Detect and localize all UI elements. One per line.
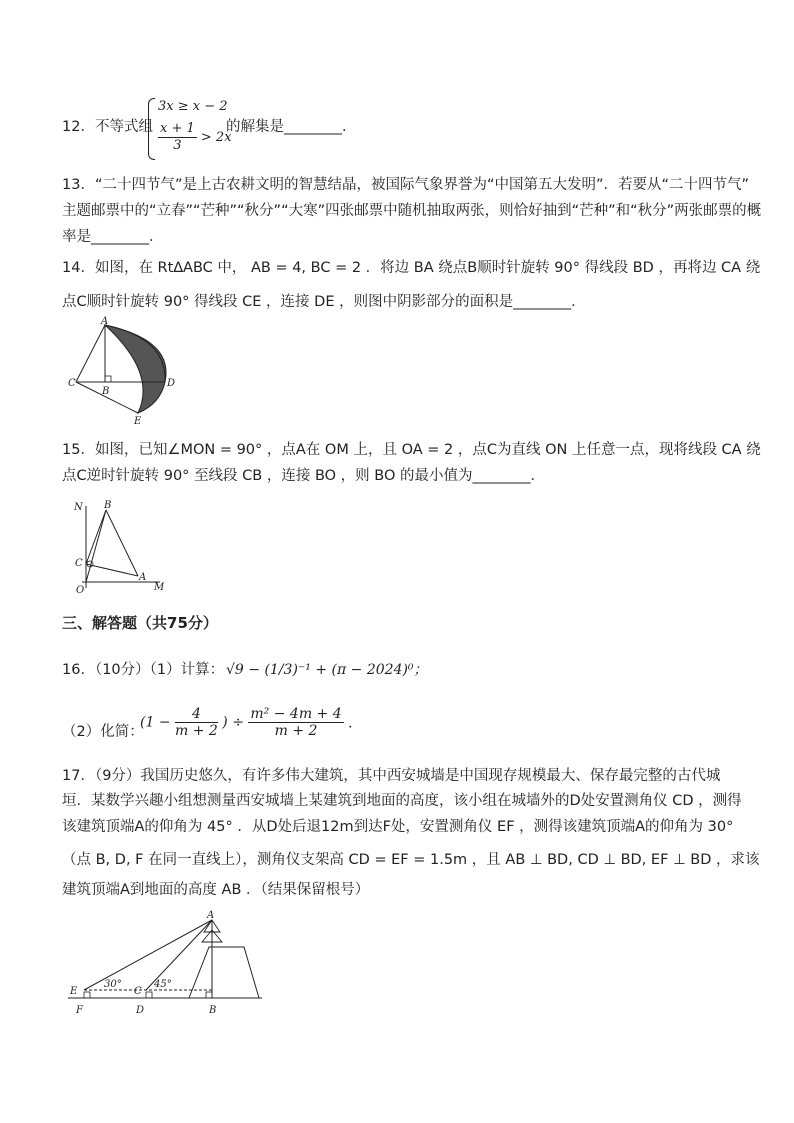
q16-frac1-den: m + 2	[175, 723, 218, 739]
q17-line5: 建筑顶端A到地面的高度 AB ．（结果保留根号）	[62, 882, 370, 898]
q16-frac1-num: 4	[175, 706, 218, 723]
q16-open-paren: (1 −	[140, 714, 171, 731]
q15-figure	[72, 500, 172, 595]
q17-right-angle-f	[84, 992, 90, 998]
q14-label-c: C	[68, 378, 76, 389]
q17-figure	[64, 910, 264, 1020]
q14-label-a: A	[101, 316, 109, 327]
q17-line2: 垣．某数学兴趣小组想测量西安城墙上某建筑到地面的高度，该小组在城墙外的D处安置测角仪 CD ，测得	[62, 793, 742, 809]
q16-frac2-den: m + 2	[274, 723, 318, 739]
q14-line1: 14．如图，在 Rt∆ABC 中， AB = 4, BC = 2 ．将边 BA 绕点B顺时针旋转 90° 得线段 BD ，再将边 CA 绕	[62, 260, 761, 276]
q14-label-b: B	[102, 386, 110, 397]
q15-segment-cb	[86, 510, 106, 564]
q14-label-d: D	[167, 378, 176, 389]
q14-figure	[62, 318, 182, 428]
q15-line2: 点C逆时针旋转 90° 至线段 CB ，连接 BO ，则 BO 的最小值为________．	[62, 468, 545, 484]
q17-line1: 17．（9分）我国历史悠久，有许多伟大建筑，其中西安城墙是中国现存规模最大、保存最完整的古代城	[62, 768, 721, 784]
q13-line3: 率是________．	[62, 229, 164, 245]
q16-part1-prefix: 16．（10分）（1）计算：	[62, 662, 225, 678]
q12-tail: 的解集是________．	[226, 119, 357, 135]
q15-label-n: N	[74, 502, 83, 513]
q17-angle-30: 30°	[104, 979, 122, 990]
q17-label-d: D	[136, 1005, 145, 1016]
q12-ineq2	[158, 121, 232, 154]
q14-segment-ca	[76, 325, 105, 382]
q12-den: 3	[173, 138, 182, 153]
q14-line2: 点C顺时针旋转 90° 得线段 CE ，连接 DE ，则图中阴影部分的面积是________．	[62, 294, 586, 310]
q17-right-angle-b	[206, 992, 212, 998]
q16-divide: ) ÷	[222, 714, 244, 731]
q15-label-o: O	[76, 585, 85, 596]
q14-shaded-region	[105, 325, 166, 413]
q14-right-angle-mark	[105, 376, 111, 382]
q15-label-b: B	[104, 500, 112, 511]
q15-segment-ba	[106, 510, 138, 576]
q15-segment-ca	[86, 564, 138, 576]
q17-label-a: A	[207, 910, 215, 921]
q15-line1: 15．如图，已知∠MON = 90° ，点A在 OM 上，且 OA = 2 ，点C为直线 ON 上任意一点，现将线段 CA 绕	[62, 442, 761, 458]
q17-right-angle-d	[146, 992, 152, 998]
q17-angle-45: 45°	[154, 979, 172, 990]
q17-label-b: B	[209, 1005, 217, 1016]
q17-line4: （点 B, D, F 在同一直线上），测角仪支架高 CD = EF = 1.5m ，且 AB ⊥ BD, CD ⊥ BD, EF ⊥ BD ，求该	[62, 852, 760, 868]
q14-label-e: E	[134, 416, 142, 427]
q13-line1: 13．“二十四节气”是上古农耕文明的智慧结晶，被国际气象界誉为“中国第五大发明”．若要从“二十四节气”	[62, 177, 750, 193]
q16-part2-expression	[140, 706, 362, 739]
q17-line3: 该建筑顶端A的仰角为 45° ．从D处后退12m到达F处，安置测角仪 EF ，测得该建筑顶端A的仰角为 30°	[62, 819, 734, 835]
q12-rest: > 2x	[196, 130, 232, 145]
q13-line2: 主题邮票中的“立春”“芒种”“秋分”“大寒”四张邮票中随机抽取两张，则恰好抽到“芒种”和“秋分”两张邮票的概	[62, 203, 762, 219]
q12-ineq1: 3x ≥ x − 2	[158, 99, 228, 114]
q12-number: 12．不等式组	[62, 119, 153, 135]
q12-num: x + 1	[160, 121, 195, 136]
section-three-heading: 三、解答题（共75分）	[62, 614, 218, 632]
q16-part2-prefix: （2）化简：	[62, 724, 144, 740]
q17-label-f: F	[76, 1005, 83, 1016]
q15-label-m: M	[154, 582, 165, 593]
q15-segment-bo	[86, 510, 106, 582]
q15-label-c: C	[75, 558, 83, 569]
q16-part1-expression: √9 − (1/3)⁻¹ + (π − 2024)⁰；	[226, 662, 428, 678]
q17-label-c: C	[134, 986, 142, 997]
q15-label-a: A	[139, 572, 147, 583]
q12-brace	[148, 98, 155, 160]
q16-period: ．	[348, 715, 363, 732]
q17-label-e: E	[70, 986, 78, 997]
q16-frac2-num: m² − 4m + 4	[250, 706, 342, 722]
